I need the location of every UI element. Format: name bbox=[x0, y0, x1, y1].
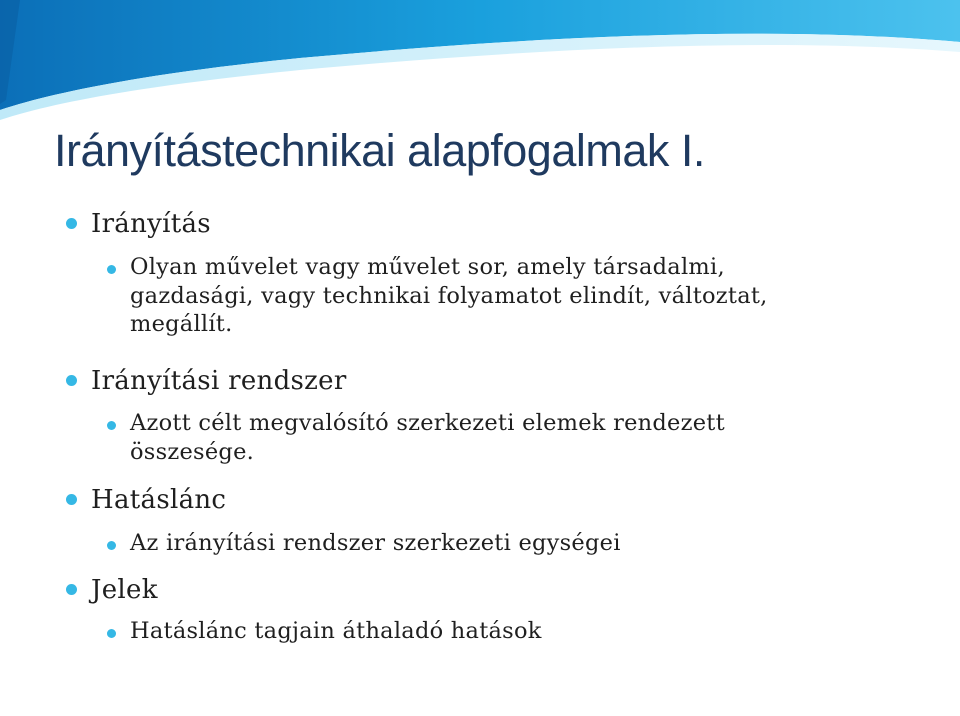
bullet-item: Jelek bbox=[91, 575, 158, 605]
bullet-dot-icon bbox=[107, 265, 116, 274]
bullet-dot-icon bbox=[66, 218, 77, 229]
bullet-item: Irányítás bbox=[91, 209, 211, 239]
bullet-dot-icon bbox=[107, 629, 116, 638]
bullet-item: Hatáslánc bbox=[91, 485, 227, 515]
sub-bullet-item: Olyan művelet vagy művelet sor, amely társadalmi, gazdasági, vagy technikai folyamatot elindít, változtat, megállít. bbox=[130, 254, 768, 338]
bullet-dot-icon bbox=[107, 421, 116, 430]
bullet-item: Irányítási rendszer bbox=[91, 366, 347, 396]
sub-bullet-item: Azott célt megvalósító szerkezeti elemek rendezett összesége. bbox=[130, 410, 725, 465]
bullet-dot-icon bbox=[66, 584, 77, 595]
bullet-dot-icon bbox=[66, 375, 77, 386]
sub-bullet-item: Hatáslánc tagjain áthaladó hatások bbox=[130, 618, 542, 644]
bullet-dot-icon bbox=[107, 541, 116, 550]
sub-bullet-item: Az irányítási rendszer szerkezeti egységei bbox=[130, 530, 621, 556]
bullet-dot-icon bbox=[66, 494, 77, 505]
slide-title: Irányítástechnikai alapfogalmak I. bbox=[54, 125, 705, 176]
